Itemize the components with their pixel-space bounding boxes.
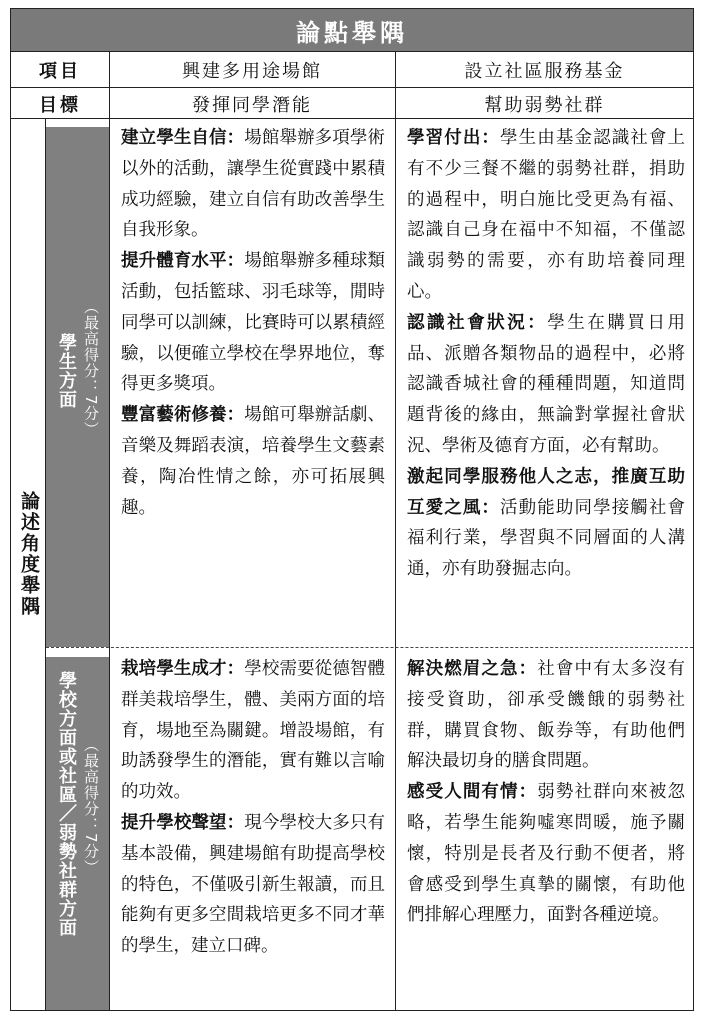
col2-item: 設立社區服務基金: [464, 61, 625, 82]
argument-keyword: 認識社會狀況：: [407, 312, 548, 333]
column-divider: [395, 51, 396, 1010]
side-label: 論述角度舉隅: [18, 491, 40, 617]
section2-max-score: （最高得分：7分）: [82, 737, 100, 876]
argument-text: 學生由基金認識社會上有不少三餐不繼的弱勢社群，捐助的過程中，明白施比受更為有福、認識自己身在福中不知福，不僅認識弱勢的需要，亦有助培養同理心。: [407, 128, 686, 302]
argument-paragraph: [121, 246, 385, 400]
section2-col1: [121, 654, 385, 962]
argument-text: 場館舉辦多種球類活動，包括籃球、羽毛球等，閒時同學可以訓練，比賽時可以累積經驗，以便確立學校在學界地位，奪得更多獎項。: [121, 251, 385, 395]
col2-goal: 幫助弱勢社群: [484, 94, 605, 116]
argument-text: 活動能助同學接觸社會福利行業，學習與不同層面的人溝通，亦有助發掘志向。: [407, 497, 686, 580]
section1-col2: [407, 123, 685, 585]
argument-paragraph: [407, 308, 685, 462]
goal-label: 目標: [39, 94, 81, 116]
table-title: 論點舉隅: [11, 9, 693, 51]
argument-text: 學生在購買日用品、派贈各類物品的過程中，必將認識香城社會的種種問題，知道問題背後的緣由，無論對掌握社會狀況、學術及德育方面，必有幫助。: [407, 312, 686, 456]
argument-keyword: 豐富藝術修養：: [121, 405, 245, 426]
argument-text: 社會中有太多沒有接受資助，卻承受饑餓的弱勢社群，購買食物、飯券等，有助他們解決最切身的膳食問題。: [407, 659, 685, 772]
argument-paragraph: [407, 123, 685, 308]
argument-text: 場館可舉辦話劇、音樂及舞蹈表演，培養學生文藝素養，陶冶性情之餘，亦可拓展興趣。: [121, 405, 385, 518]
section1-max-score: （最高得分：7分）: [82, 299, 100, 438]
argument-text: 場館舉辦多項學術以外的活動，讓學生從實踐中累積成功經驗，建立自信有助改善學生自我形象。: [121, 128, 385, 241]
body-top-border: [11, 118, 693, 119]
argument-paragraph: [121, 400, 385, 523]
argument-paragraph: [121, 123, 385, 246]
argument-keyword: 提升體育水平：: [121, 251, 245, 272]
argument-keyword: 栽培學生成才：: [121, 659, 245, 679]
section1-title: 學生方面: [56, 333, 77, 409]
argument-table: [10, 8, 694, 1011]
section1-col1: [121, 123, 385, 523]
section-separator: [46, 647, 693, 648]
argument-text: 弱勢社群向來被忽略，若學生能夠噓寒問暖，施予關懷，特別是長者及行動不便者，將會感受到學生真摯的關懷，有助他們排解心理壓力，面對各種逆境。: [407, 782, 685, 926]
header-goal-row: [11, 87, 693, 119]
argument-keyword: 提升學校聲望：: [121, 812, 245, 833]
header-item-row: [11, 51, 693, 88]
section2-title: 學校方面或社區／弱勢社群方面: [56, 671, 77, 937]
argument-paragraph: [407, 777, 685, 931]
argument-paragraph: [407, 462, 685, 585]
argument-paragraph: [121, 808, 385, 962]
band-divider: [109, 118, 110, 1010]
argument-keyword: 解決燃眉之急：: [407, 659, 538, 679]
argument-paragraph: [407, 654, 685, 777]
argument-text: 學校需要從德智體群美栽培學生，體、美兩方面的培育，場地至為關鍵。增設場館，有助誘發學生的潛能，實有難以言喻的功效。: [121, 659, 385, 803]
argument-keyword: 激起同學服務他人之志，推廣互助互愛之風：: [407, 466, 685, 518]
item-label: 項目: [39, 61, 81, 82]
col1-item: 興建多用途場館: [182, 61, 322, 82]
argument-keyword: 感受人間有情：: [407, 782, 538, 803]
argument-text: 現今學校大多只有基本設備，興建場館有助提高學校的特色，不僅吸引新生報讀，而且能夠有更多空間栽培更多不同才華的學生，建立口碑。: [121, 812, 385, 957]
col1-goal: 發揮同學潛能: [192, 94, 312, 116]
section2-col2: [407, 654, 685, 931]
argument-paragraph: [121, 654, 385, 808]
argument-keyword: 建立學生自信：: [121, 128, 245, 148]
header-divider-left: [109, 51, 110, 118]
argument-keyword: 學習付出：: [407, 128, 501, 148]
